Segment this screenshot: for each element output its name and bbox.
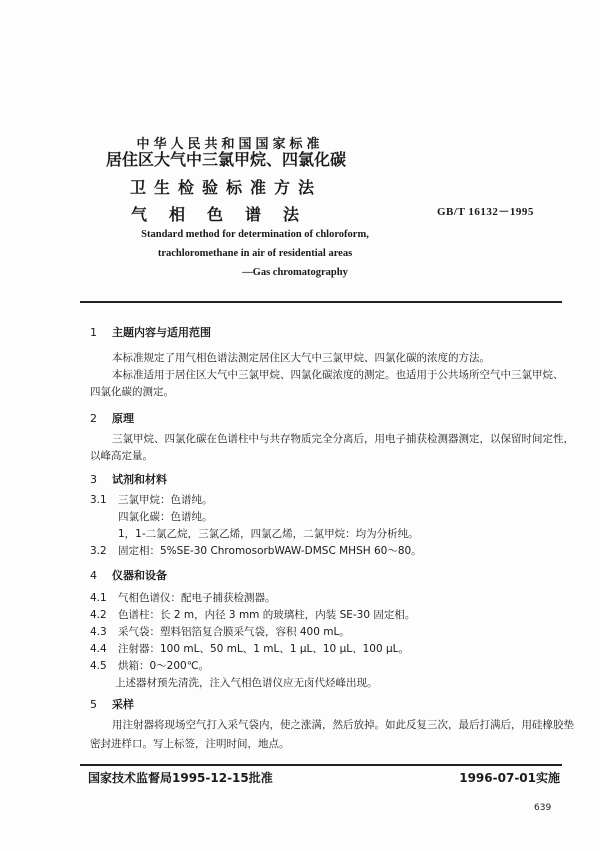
standard-header: 中华人民共和国国家标准	[136, 137, 324, 152]
paragraph: 四氯化碳：色谱纯。	[118, 511, 213, 523]
approval-date: 国家技术监督局1995-12-15批准	[88, 771, 273, 785]
page-number: 639	[534, 803, 552, 813]
section-2-heading: 2 原理	[90, 412, 134, 425]
item-4-1: 4.1 气相色谱仪：配电子捕获检测器。	[90, 592, 276, 604]
section-3-heading: 3 试剂和材料	[90, 473, 167, 486]
paragraph: 以峰高定量。	[90, 450, 153, 462]
english-title-1: Standard method for determination of chloroform,	[141, 229, 369, 240]
paragraph: 本标准适用于居住区大气中三氯甲烷、四氯化碳浓度的测定。也适用于公共场所空气中三氯甲烷、	[112, 369, 564, 381]
paragraph: 密封进样口。写上标签，注明时间，地点。	[90, 738, 290, 750]
section-4-heading: 4 仪器和设备	[90, 569, 167, 582]
section-1-heading: 1 主题内容与适用范围	[90, 326, 211, 339]
english-title-3: —Gas chromatography	[242, 267, 348, 278]
english-title-2: trachloromethane in air of residential areas	[157, 248, 353, 259]
paragraph: 本标准规定了用气相色谱法测定居住区大气中三氯甲烷、四氯化碳的浓度的方法。	[112, 352, 490, 364]
title-line-3: 气相色谱法	[130, 205, 321, 224]
title-line-2: 卫生检验标准方法	[129, 178, 322, 197]
item-4-5: 4.5 烘箱：0～200℃。	[90, 660, 210, 672]
item-3-1: 3.1 三氯甲烷：色谱纯。	[90, 494, 213, 506]
paragraph: 用注射器将现场空气打入采气袋内，使之涨满，然后放掉。如此反复三次，最后打满后，用硅橡胶垫	[112, 719, 574, 731]
item-4-2: 4.2 色谱柱：长 2 m，内径 3 mm 的玻璃柱，内装 SE-30 固定相。	[90, 609, 416, 621]
title-line-1: 居住区大气中三氯甲烷、四氯化碳	[105, 150, 346, 169]
item-4-3: 4.3 采气袋：塑料铝箔复合膜采气袋，容积 400 mL。	[90, 626, 350, 638]
item-4-4: 4.4 注射器：100 mL、50 mL、1 mL、1 μL、10 μL、100 μL。	[90, 643, 410, 655]
standard-code: GB/T 16132－1995	[437, 206, 534, 218]
paragraph: 上述器材预先清洗，注入气相色谱仪应无卤代烃峰出现。	[115, 677, 378, 689]
bottom-rule	[80, 764, 562, 766]
section-5-heading: 5 采样	[90, 698, 134, 711]
top-rule	[80, 301, 562, 303]
paragraph: 四氯化碳的测定。	[90, 386, 174, 398]
effective-date: 1996-07-01实施	[459, 771, 560, 785]
paragraph: 三氯甲烷、四氯化碳在色谱柱中与共存物质完全分离后，用电子捕获检测器测定，以保留时间定性，	[112, 433, 574, 445]
item-3-2: 3.2 固定相：5%SE-30 ChromosorbWAW-DMSC MHSH 60～80。	[90, 545, 422, 557]
paragraph: 1，1-二氯乙烷，三氯乙烯，四氯乙烯，二氯甲烷：均为分析纯。	[118, 528, 419, 540]
